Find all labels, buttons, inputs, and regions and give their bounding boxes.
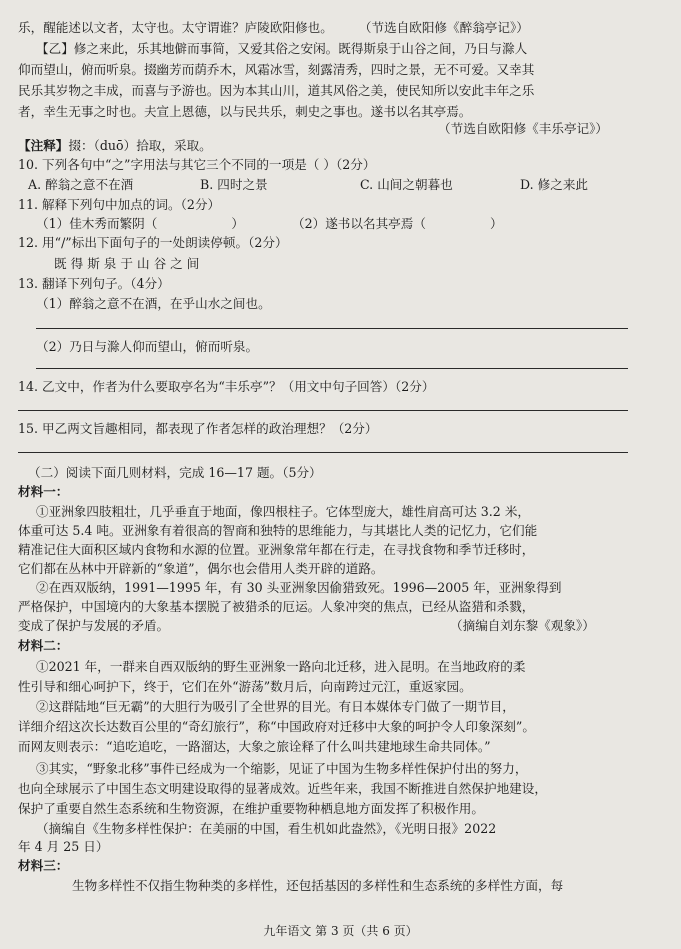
material-2-line: ②这群陆地“巨无霸”的大胆行为吸引了全世界的目光。有日本媒体专门做了一期节目， (36, 699, 515, 714)
question-15: 15. 甲乙两文旨趣相同，都表现了作者怎样的政治理想？（2分） (18, 421, 378, 436)
passage-b-line: 仰而望山，俯而听泉。掇幽芳而荫乔木，风霜冰雪，刻露清秀，四时之景，无不可爱。又幸其 (18, 62, 535, 77)
material-1-line: ①亚洲象四肢粗壮，几乎垂直于地面，像四根柱子。它体型庞大，雄性肩高可达 3.2 米， (36, 504, 531, 519)
passage-b-line: 民乐其岁物之丰成，而喜与予游也。因为本其山川，道其风俗之美，使民知所以安此丰年之乐 (18, 83, 535, 98)
material-2-source: （摘编自《生物多样性保护：在美丽的中国，看生机如此盎然》，《光明日报》2022 (36, 821, 497, 836)
q10-option-d: D. 修之来此 (520, 177, 589, 192)
material-2-line: ③其实，“野象北移”事件已经成为一个缩影，见证了中国为生物多样性保护付出的努力， (36, 761, 528, 776)
q11-part-1: （1）佳木秀而繁阴（ ） (36, 216, 244, 231)
question-11: 11. 解释下列句中加点的词。（2分） (18, 197, 221, 212)
annotation: 【注释】掇：（duō）拾取，采取。 (18, 138, 212, 153)
q10-option-a: A. 醉翁之意不在酒 (28, 177, 134, 192)
material-2-source: 年 4 月 25 日） (18, 839, 109, 854)
question-14: 14. 乙文中，作者为什么要取亭名为“丰乐亭”？（用文中句子回答）（2分） (18, 379, 435, 394)
q13-sentence-2: （2）乃日与滁人仰而望山，俯而听泉。 (36, 339, 259, 354)
answer-line (36, 328, 628, 329)
section-2-heading: （二）阅读下面几则材料，完成 16—17 题。（5分） (28, 465, 322, 480)
material-2-line: ①2021 年，一群来自西双版纳的野生亚洲象一路向北迁移，进入昆明。在当地政府的柔 (36, 659, 526, 674)
material-2-line: 性引导和细心呵护下，终于，它们在外“游荡”数月后，向南跨过元江，重返家园。 (18, 679, 472, 694)
passage-a-source: （节选自欧阳修《醉翁亭记》） (358, 20, 529, 35)
question-13: 13. 翻译下列句子。（4分） (18, 276, 170, 291)
material-2-line: 也向全球展示了中国生态文明建设取得的显著成效。近些年来，我国不断推进自然保护地建设， (18, 781, 547, 796)
passage-b-source: （节选自欧阳修《丰乐亭记》） (438, 121, 609, 136)
q10-option-c: C. 山间之朝暮也 (360, 177, 453, 192)
material-1-label: 材料一： (18, 484, 69, 499)
q12-sentence: 既 得 斯 泉 于 山 谷 之 间 (54, 256, 200, 271)
question-12: 12. 用“/”标出下面句子的一处朗读停顿。（2分） (18, 235, 288, 250)
passage-b-line: 者，幸生无事之时也。夫宣上恩德，以与民共乐，刺史之事也。遂书以名其亭焉。 (18, 104, 472, 119)
material-3-label: 材料三： (18, 858, 69, 873)
page-footer: 九年语文 第 3 页（共 6 页） (263, 924, 418, 938)
material-1-line: 体重可达 5.4 吨。亚洲象有着很高的智商和独特的思维能力，与其堪比人类的记忆力，它们能 (18, 523, 538, 538)
material-1-line: 它们都在丛林中开辟新的“象道”，偶尔也会借用人类开辟的道路。 (18, 561, 384, 576)
answer-line (18, 410, 628, 411)
answer-line (18, 452, 628, 453)
material-2-line: 保护了重要自然生态系统和生物资源，在维护重要物种栖息地方面发挥了积极作用。 (18, 801, 484, 816)
material-1-line: 变成了保护与发展的矛盾。 (18, 618, 170, 633)
q11-part-2: （2）遂书以名其亭焉（ ） (292, 216, 503, 231)
question-10: 10. 下列各句中“之”字用法与其它三个不同的一项是（ ）（2分） (18, 157, 376, 172)
passage-b-label: 【乙】 (36, 41, 74, 56)
material-1-source: （摘编自刘东黎《观象》） (450, 618, 595, 633)
annotation-label: 【注释】 (18, 138, 69, 153)
material-2-line: 详细介绍这次长达数百公里的“奇幻旅行”，称“中国政府对迁移中大象的呵护令人印象深刻”。 (18, 719, 535, 734)
q10-option-b: B. 四时之景 (200, 177, 268, 192)
answer-line (36, 368, 628, 369)
material-2-label: 材料二： (18, 638, 69, 653)
material-1-line: ②在西双版纳，1991—1995 年，有 30 头亚洲象因偷猎致死。1996—2005 年，亚洲象得到 (36, 580, 562, 595)
passage-a-end: 乐，醒能述以文者，太守也。太守谓谁？庐陵欧阳修也。 （节选自欧阳修《醉翁亭记》） (18, 20, 529, 35)
material-2-line: 而网友则表示：“追吃追吃，一路溜达，大象之旅诠释了什么叫共建地球生命共同体。” (18, 739, 491, 754)
material-1-line: 严格保护，中国境内的大象基本摆脱了被猎杀的厄运。人象冲突的焦点，已经从盗猎和杀戮， (18, 599, 535, 614)
passage-b-line: 【乙】修之来此，乐其地僻而事简，又爱其俗之安闲。既得斯泉于山谷之间，乃日与滁人 (36, 41, 528, 56)
q13-sentence-1: （1）醉翁之意不在酒，在乎山水之间也。 (36, 296, 271, 311)
material-3-line: 生物多样性不仅指生物种类的多样性，还包括基因的多样性和生态系统的多样性方面，每 (72, 878, 564, 893)
material-1-line: 精准记住大面积区域内食物和水源的位置。亚洲象常年都在行走，在寻找食物和季节迁移时， (18, 542, 535, 557)
